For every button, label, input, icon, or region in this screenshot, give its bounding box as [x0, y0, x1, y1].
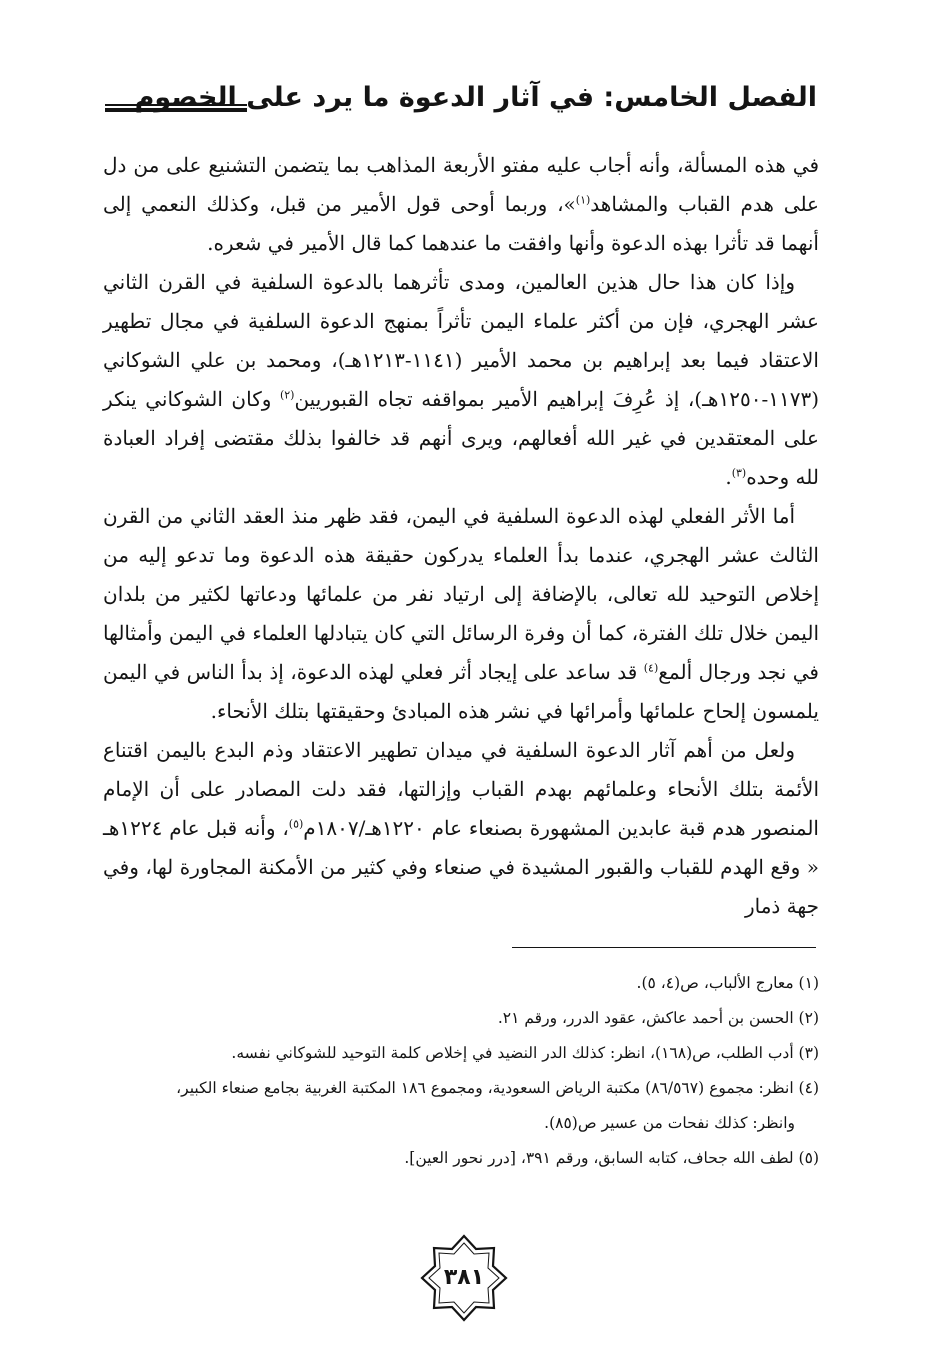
footnote-divider — [512, 947, 816, 948]
page-header — [105, 78, 817, 124]
paragraph-1 — [103, 146, 819, 263]
body-text — [103, 146, 819, 926]
paragraph-4-text-b: ، وأنه قبل عام ١٢٢٤هـ « وقع الهدم للقباب والقبور المشيدة في صنعاء وفي كثير من الأمكنة المجاورة لها، وفي جهة ذمار — [103, 816, 819, 918]
footnote-ref-4: (٤) — [643, 661, 659, 675]
paragraph-2 — [103, 263, 819, 497]
paragraph-3-text-b: قد ساعد على إيجاد أثر فعلي لهذه الدعوة، إذ بدأ الناس في اليمن يلمسون إلحاح علمائها وأمرائها في نشر هذه المبادئ وحقيقتها بتلك الأنحاء. — [103, 660, 819, 723]
page-number-badge — [418, 1232, 510, 1324]
paragraph-2-text-a: وإذا كان هذا حال هذين العالمين، ومدى تأثرهما بالدعوة السلفية في القرن الثاني عشر الهجري، فإن من أكثر علماء اليمن تأثراً بمنهج الدعوة السلفية في مجال تطهير الاعتقاد فيما بعد إبراهيم بن محمد الأمير (١١٤١-١٢١٣هـ)، ومحمد بن علي الشوكاني (١١٧٣-١٢٥٠هـ)، إذ عُرِفَ إبراهيم الأمير بمواقفه تجاه القبوريين — [103, 270, 819, 411]
paragraph-1-text-b: »، وربما أوحى قول الأمير من قبل، وكذلك النعمي إلى أنهما قد تأثرا بهذه الدعوة وأنها وافقت ما عندهما كما قال الأمير في شعره. — [103, 192, 819, 255]
header-rule — [105, 104, 247, 112]
paragraph-2-text-b: وكان الشوكاني ينكر على المعتقدين في غير الله أفعالهم، ويرى أنهم قد خالفوا بذلك مقتضى إفراد العبادة لله وحده — [103, 387, 819, 489]
paragraph-3-text-a: أما الأثر الفعلي لهذه الدعوة السلفية في اليمن، فقد ظهر منذ العقد الثاني من القرن الثالث عشر الهجري، عندما بدأ العلماء يدركون حقيقة هذه الدعوة وما تدعو إليه من إخلاص التوحيد لله تعالى، بالإضافة إلى ارتياد نفر من علمائها ودعاتها لكثير من بلدان اليمن خلال تلك الفترة، كما أن وفرة الرسائل التي كان يتبادلها العلماء في اليمن وأمثالها في نجد ورجال ألمع — [103, 504, 819, 684]
footnote-1: (١) معارج الألباب، ص(٤، ٥). — [636, 974, 819, 992]
paragraph-4-text-a: ولعل من أهم آثار الدعوة السلفية في ميدان تطهير الاعتقاد وذم البدع باليمن اقتناع الأئمة بتلك الأنحاء وعلمائهم بهدم القباب وإزالتها، فقد دلت المصادر على أن الإمام المنصور هدم قبة عابدين المشهورة بصنعاء عام ١٢٢٠هـ/١٨٠٧م — [103, 738, 819, 840]
footnote-2: (٢) الحسن بن أحمد عاكش، عقود الدرر، ورقم ٢١. — [497, 1009, 819, 1027]
page-number: ٣٨١ — [443, 1265, 485, 1290]
footnote-4-continued: وانظر: كذلك نفحات من عسير ص(٨٥). — [544, 1114, 795, 1132]
paragraph-3 — [103, 497, 819, 731]
footnote-ref-1: (١) — [575, 193, 591, 207]
paragraph-4 — [103, 731, 819, 926]
footnote-3: (٣) أدب الطلب، ص(١٦٨)، انظر: كذلك الدر النضيد في إخلاص كلمة التوحيد للشوكاني نفسه. — [231, 1044, 819, 1062]
footnote-5: (٥) لطف الله جحاف، كتابه السابق، ورقم ٣٩١، [درر نحور العين]. — [404, 1149, 819, 1167]
footnote-ref-2: (٢) — [279, 388, 295, 402]
footnote-ref-3: (٣) — [731, 466, 747, 480]
footnote-4: (٤) انظر: مجموع (٨٦/٥٦٧) مكتبة الرياض السعودية، ومجموع ١٨٦ المكتبة الغربية بجامع صنعاء الكبير، — [176, 1079, 819, 1097]
footnote-ref-5: (٥) — [288, 817, 304, 831]
chapter-title: الفصل الخامس: في آثار الدعوة ما يرد على الخصوم — [134, 82, 817, 113]
paragraph-2-text-c: . — [725, 465, 732, 489]
paragraph-1-text-a: في هذه المسألة، وأنه أجاب عليه مفتو الأربعة المذاهب بما يتضمن التشنيع على من دل على هدم القباب والمشاهد — [103, 153, 819, 216]
footnotes — [103, 966, 819, 1176]
